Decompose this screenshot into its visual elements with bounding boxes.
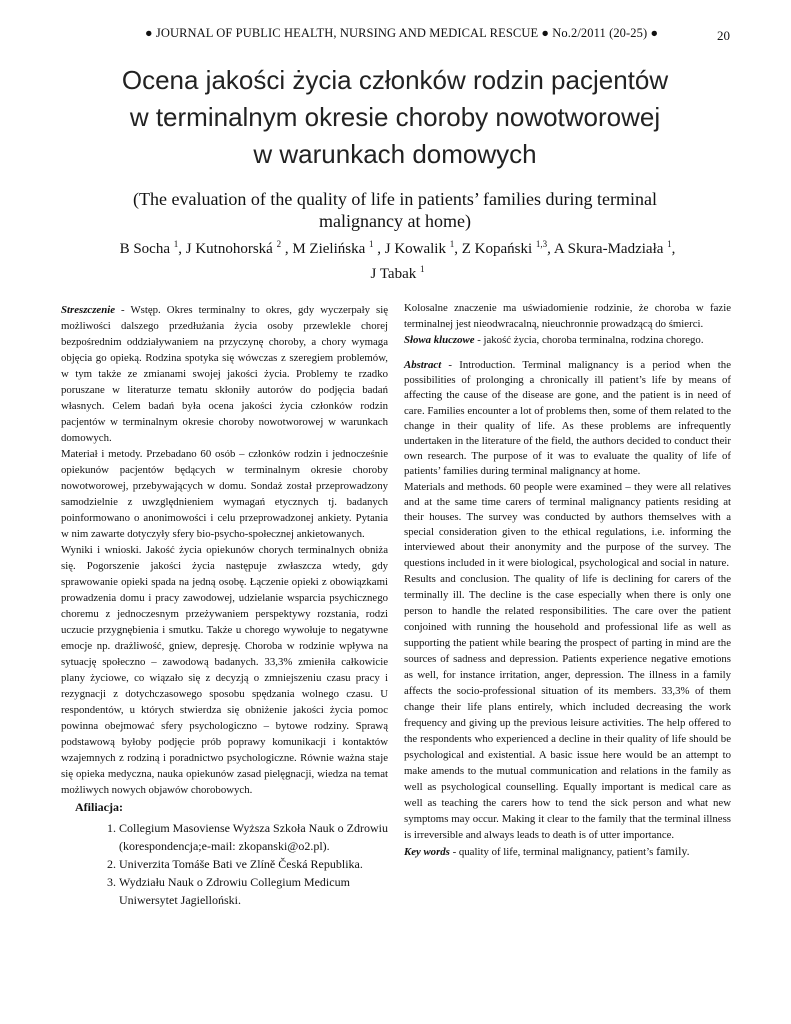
author-separator: , <box>281 241 293 257</box>
author-name: J Kutnohorská <box>185 241 273 257</box>
author-separator: , <box>547 241 554 257</box>
polish-abstract-continuation: Kolosalne znaczenie ma uświadomienie rodzinie, że choroba w fazie terminalnej jest nieodwracalną, nieuchronnie prowadzącą do śmierci. <box>404 302 731 330</box>
affiliations-heading: Afiliacja: <box>75 800 123 814</box>
keywords-label: Słowa kluczowe <box>404 334 475 346</box>
title-line-2: w terminalnym okresie choroby nowotworowej <box>129 102 661 132</box>
author-separator: , <box>454 241 462 257</box>
right-column <box>404 300 731 860</box>
polish-abstract-results: Wyniki i wnioski. Jakość życia opiekunów chorych terminalnych obniża się. Pogorszenie jakości życia następuje zwłaszcza wtedy, gdy sprawowanie opieki spada na jedną osobę. Łączenie opieki z obowiązkami prowadzenia domu i pracy zawodowej, udzielanie wsparcia psychicznego choremu z jednoczesnym przeżywaniem perspektywy rozstania, rodzi uczucie przygnębienia i smutku. Także u chorego wywołuje to negatywne emocje np. drażliwość, gniew, depresję. Choroba w rodzinie wpływa na sytuację społeczno – zawodową badanych. 33,3% zmieniła całkowicie plany życiowe, co wiązało się z decyzją o zmniejszeniu czasu pracy i rezygnacji z dotychczasowego sposobu spędzania wolnego czasu. U respondentów, u których stwierdza się obniżenie jakości życia pomoc powinna obejmować sfery psychologiczno – bytowe rodziny. Sprawą podstawową byłoby podjęcie prób poprawy komunikacji i kontaktów wzajemnych z rodziną i poradnictwo psychologiczne. Równie ważna staje się opieka medyczna, nauka opiekunów zasad pielęgnacji, wiedza na temat możliwych nowych objawów chorobowych. <box>61 544 388 796</box>
author-affiliation: 1 <box>173 239 179 249</box>
english-abstract-methods: Materials and methods. 60 people were examined – they were all relatives and at the same time carers of terminal malignancy patients residing at their houses. The survey was conducted by authors themselves with a special consideration given to the ethical regulations, i.e. informing the interviewed about their anonymity and the purpose of the survey. The questions included in it were biological, psychological and social in nature. <box>404 480 731 569</box>
page-number: 20 <box>717 28 730 43</box>
affiliation-item: 1. Collegium Masoviense Wyższa Szkoła Nauk o Zdrowiu (korespondencja;e-mail: zkopanski@o2.pl). <box>119 819 388 855</box>
polish-keywords <box>404 332 731 348</box>
english-abstract-results: Results and conclusion. The quality of life is declining for carers of the terminally ill. The decline is the case especially when there is only one person to handle the related responsibilities. The care over the patient conjoined with running the household and professional life as well as supporting the patient while bearing the prospect of parting in mind are the sources of sadness and depression. Patients experience negative emotions as well, for instance irritation, anger, depression. The illness in a family affects the socio-professional situation of its members. 33,3% of them change their life plans entirely, which included decreasing the work frequency and giving up the previous leisure activities. The help offered to the respondents who experienced a decline in their quality of life should be psychological and existential. A basic issue here would be an attempt to make amends to the mutual communication and relations in the family as well as psychological counselling. Equally important is medical care as well as teaching the carers how to tend the sick person and what new symptoms may occur. Making it clear to the family that the terminal illness is irreversible and always leads to death is of utter importance. <box>404 572 731 841</box>
article-title <box>60 62 730 173</box>
abstract-label: Streszczenie <box>61 304 115 316</box>
title-line-3: w warunkach domowych <box>253 139 537 169</box>
author-separator: , <box>671 241 676 257</box>
keywords-text: - quality of life, terminal malignancy, patient’s <box>449 845 657 858</box>
polish-abstract-methods: Materiał i metody. Przebadano 60 osób – członków rodzin i jednocześnie opiekunów pacjentów będących w terminalnym okresie choroby nowotworowej, przebywających w domu. Sondaż został przeprowadzony samodzielnie z uwzględnieniem wymagań etycznych tj. badanych poinformowano o anonimowości i celu przeprowadzonej ankiety. Pytania w nim zawarte dotyczyły sfery bio-psycho-społecznej ankietowanych. <box>61 448 388 540</box>
title-line-1: Ocena jakości życia członków rodzin pacjentów <box>121 65 669 95</box>
author-name: A Skura-Madziała <box>553 241 664 257</box>
journal-header: ● JOURNAL OF PUBLIC HEALTH, NURSING AND MEDICAL RESCUE ● No.2/2011 (20-25) ● <box>145 26 659 40</box>
polish-abstract-column <box>61 302 388 909</box>
english-abstract <box>404 358 731 571</box>
affiliation-item: 3. Wydziału Nauk o Zdrowiu Collegium Medicum Uniwersytet Jagielloński. <box>119 873 388 909</box>
author-name: B Socha <box>119 241 170 257</box>
author-affiliation: 1 <box>449 239 455 249</box>
affiliation-item: 2. Univerzita Tomáše Bati ve Zlíně Česká Republika. <box>119 855 388 873</box>
author-affiliation: 2 <box>276 239 282 249</box>
keywords-label: Key words <box>404 845 450 858</box>
author-separator: , <box>178 241 186 257</box>
english-abstract-intro <box>404 358 731 480</box>
author-name: J Kowalik <box>384 241 446 257</box>
author-affiliation: 1,3 <box>535 239 548 249</box>
affiliations-list <box>61 819 388 909</box>
author-affiliation: 1 <box>420 264 425 274</box>
author-list <box>100 234 695 284</box>
polish-abstract-intro <box>61 302 388 446</box>
author-name: M Zielińska <box>292 241 366 257</box>
author-name: J Tabak <box>370 266 417 282</box>
author-name: Z Kopański <box>461 241 533 257</box>
abstract-label: Abstract <box>404 359 442 371</box>
keywords-text-tail: family. <box>656 843 690 858</box>
english-keywords <box>404 843 731 860</box>
author-affiliation: 1 <box>667 239 672 249</box>
abstract-text: - Wstęp. Okres terminalny to okres, gdy wyczerpały się możliwości dalszego przedłużania życia osoby przewlekle chorej bezpośrednim oddziaływaniem na przyczynę choroby, a chory wymaga objęcia go opieką. Rodzina spotyka się wówczas z szeregiem problemów, w tym także ze zmianami swojej jakości życia. Problemy te rzadko poruszane w literaturze tematu skłoniły autorów do podjęcia badań własnych. Celem badań była ocena jakości życia członków rodzin pacjentów w terminalnym okresie choroby nowotworowej w warunkach domowych. <box>61 304 388 444</box>
author-separator: , <box>373 241 385 257</box>
english-title: (The evaluation of the quality of life in patients’ families during terminal malignancy at home) <box>132 189 657 231</box>
keywords-text: - jakość życia, choroba terminalna, rodzina chorego. <box>474 334 704 346</box>
abstract-text: - Introduction. Terminal malignancy is a period when the possibilities of prolonging a chronically ill patient’s life by means of affecting the cause of the disease are gone, and the patient is in need of care. Families encounter a lot of problems then, some of them related to the change in their quality of life. As these problems are infrequently undertaken in the literature of the field, the authors decided to conduct their own research. The purpose of it was to evaluate the quality of life of patients’ families during terminal malignancy at home. <box>404 359 731 478</box>
author-affiliation: 1 <box>368 239 374 249</box>
